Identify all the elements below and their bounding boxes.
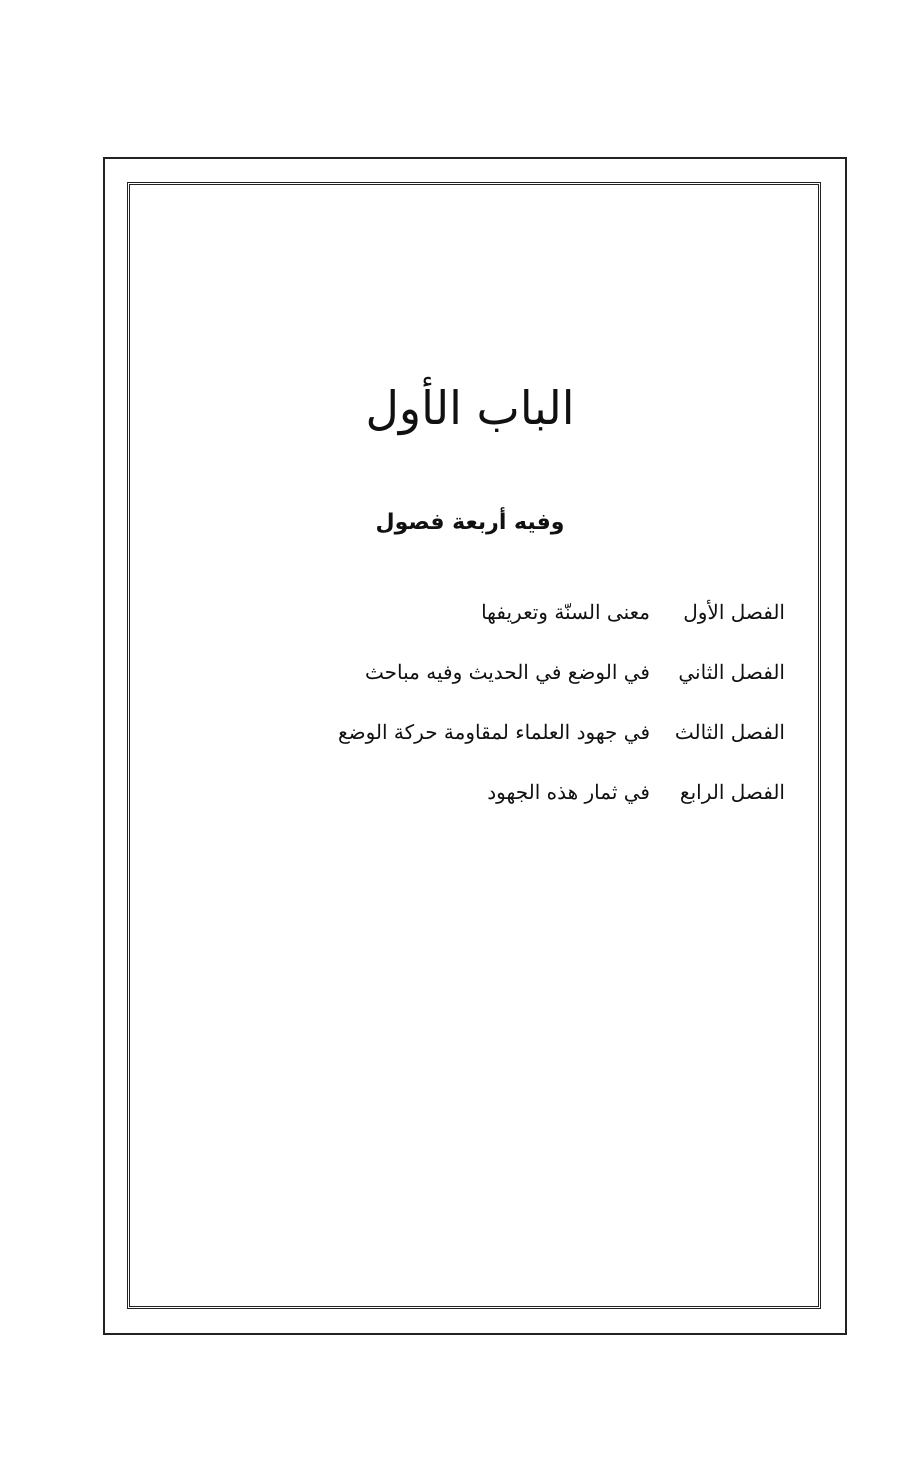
chapter-row-2 <box>240 660 785 720</box>
chapter-label: الفصل الرابع <box>679 780 785 804</box>
chapter-label: الفصل الثاني <box>678 660 785 684</box>
page-title: الباب الأول <box>365 380 575 435</box>
chapter-title: في جهود العلماء لمقاومة حركة الوضع <box>337 720 650 744</box>
chapter-list <box>240 600 785 840</box>
chapter-title: معنى السنّة وتعريفها <box>481 600 650 624</box>
chapter-title: في الوضع في الحديث وفيه مباحث <box>365 660 650 684</box>
chapter-row-4 <box>240 780 785 840</box>
chapter-title: في ثمار هذه الجهود <box>487 780 650 804</box>
page-subtitle: وفيه أربعة فصول <box>375 510 565 535</box>
chapter-label: الفصل الأول <box>683 600 785 624</box>
chapter-row-3 <box>240 720 785 780</box>
chapter-label: الفصل الثالث <box>674 720 785 744</box>
chapter-row-1 <box>240 600 785 660</box>
